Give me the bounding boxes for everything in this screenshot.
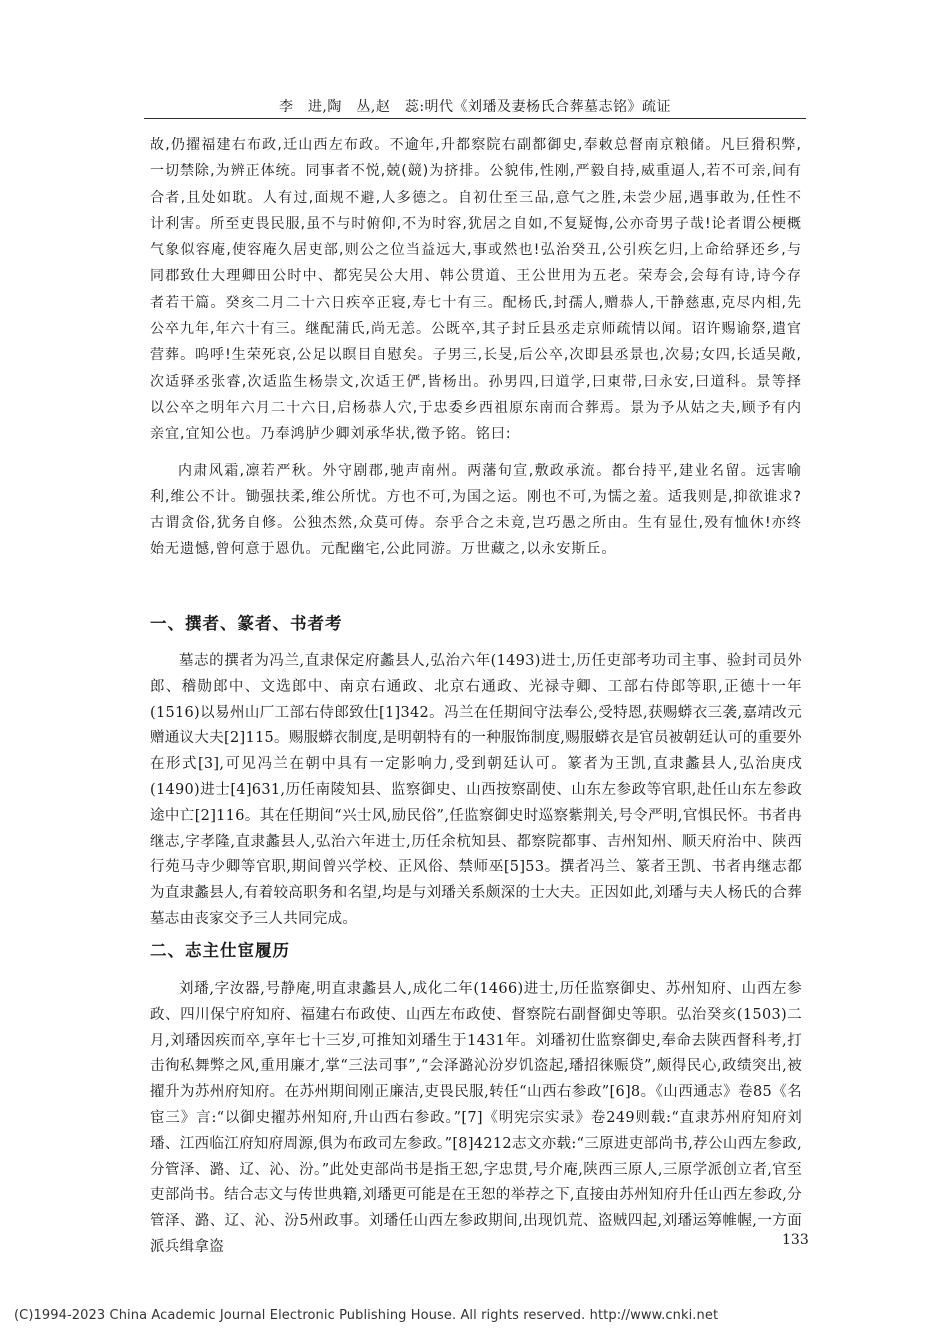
section-heading-authors: 一、撰者、篆者、书者考 [150,614,343,633]
epitaph-quote-block [150,132,802,563]
page-number: 133 [782,1232,809,1248]
header-divider [144,118,806,119]
inscription-verse: 内肃风霜,凛若严秋。外守剧郡,驰声南州。两藩旬宣,敷政承流。都台持平,建业名留。远害喻利,维公不计。锄强扶柔,维公所忧。方也不可,为国之运。刚也不可,为懦之羞。适我则是,抑欲谁求?古谓贪俗,犹务自修。公独杰然,众莫可俦。奈乎合之未竟,岂巧愚之所由。生有显仕,殁有恤休!亦终始无遗憾,曾何意于恩仇。元配幽宅,公此同游。万世藏之,以永安斯丘。 [150,462,802,558]
copyright-footer: (C)1994-2023 China Academic Journal Electronic Publishing House. All rights reserved. http://www.cnki.net [14,1308,719,1323]
running-header: 李 进,陶 丛,赵 蕊:明代《刘璠及妻杨氏合葬墓志铭》疏证 [278,99,672,115]
section-body-authors: 墓志的撰者为冯兰,直隶保定府蠡县人,弘治六年(1493)进士,历任吏部考功司主事、验封司员外郎、稽勋郎中、文选郎中、南京右通政、北京右通政、光禄寺卿、工部右侍郎等职,正德十一年(1516)以易州山厂工部右侍郎致仕[1]342。冯兰在任期间守法奉公,受特恩,获赐蟒衣三袭,嘉靖改元赠通议大夫[2]115。赐服蟒衣制度,是明朝特有的一种服饰制度,赐服蟒衣是官员被朝廷认可的重要外在形式[3],可见冯兰在朝中具有一定影响力,受到朝廷认可。篆者为王凯,直隶蠡县人,弘治庚戌(1490)进士[4]631,历任南陵知县、监察御史、山西按察副使、山东左参政等官职,赴任山东左参政途中亡[2]116。其在任期间“兴士风,励民俗”,任监察御史时巡察紫荆关,号令严明,官惧民怀。书者冉继志,字孝隆,直隶蠡县人,弘治六年进士,历任余杭知县、都察院都事、吉州知州、顺天府治中、陕西行苑马寺少卿等官职,期间曾兴学校、正风俗、禁师巫[5]53。撰者冯兰、篆者王凯、书者冉继志都为直隶蠡县人,有着较高职务和名望,均是与刘璠关系颇深的士大夫。正因如此,刘璠与夫人杨氏的合葬墓志由丧家交予三人共同完成。 [150,653,802,927]
section-body-career: 刘璠,字汝器,号静庵,明直隶蠡县人,成化二年(1466)进士,历任监察御史、苏州知府、山西左参政、四川保宁府知府、福建右布政使、山西左布政使、督察院右副督御史等职。弘治癸亥(1503)二月,刘璠因疾而卒,享年七十三岁,可推知刘璠生于1431年。刘璠初仕监察御史,奉命去陕西督科考,打击徇私舞弊之风,重用廉才,掌“三法司事”,“会泽潞沁汾岁饥盗起,璠招徕赈贷”,颇得民心,政绩突出,被擢升为苏州府知府。在苏州期间刚正廉洁,吏畏民服,转任“山西右参政”[6]8。《山西通志》卷85《名宦三》言:“以御史擢苏州知府,升山西右参政。”[7]《明宪宗实录》卷249则载:“直隶苏州府知府刘璠、江西临江府知府周源,俱为布政司左参政。”[8]4212志文亦载:“三原进吏部尚书,荐公山西左参政,分管泽、潞、辽、沁、汾。”此处吏部尚书是指王恕,字忠贯,号介庵,陕西三原人,三原学派创立者,官至吏部尚书。结合志文与传世典籍,刘璠更可能是在王恕的举荐之下,直接由苏州知府升任山西左参政,分管泽、潞、辽、沁、汾5州政事。刘璠任山西左参政期间,出现饥荒、盗贼四起,刘璠运筹帷幄,一方面派兵缉拿盗 [150,981,802,1255]
section-heading-career: 二、志主仕宦履历 [150,941,290,960]
epitaph-text: 故,仍擢福建右布政,迁山西左布政。不逾年,升都察院右副都御史,奉敕总督南京粮储。凡巨猾积弊,一切禁除,为辨正体统。同事者不悦,兢(競)为挤排。公貌伟,性刚,严毅自持,威重逼人,若不可亲,间有合者,且处如耽。人有过,面规不避,人多德之。自初仕至三品,意气之胜,未尝少屈,遇事敢为,任性不计利害。所至吏畏民服,虽不与时俯仰,不为时容,犹居之自如,不复疑悔,公亦奇男子哉!论者谓公梗概气象似容庵,使容庵久居吏部,则公之位当益远大,事或然也!弘治癸丑,公引疾乞归,上命给驿还乡,与同郡致仕大理卿田公时中、都宪吴公大用、韩公贯道、王公世用为五老。荣寿会,会每有诗,诗今存者若干篇。癸亥二月二十六日疾卒正寝,寿七十有三。配杨氏,封孺人,赠恭人,干静慈惠,克尽内相,先公卒九年,年六十有三。继配蒲氏,尚无恙。公既卒,其子封丘县丞走京师疏情以闻。诏许赐谕祭,遣官营葬。呜呼!生荣死哀,公足以瞑目自慰矣。子男三,长旻,后公卒,次即县丞景也,次昜;女四,长适吴敞,次适驿丞张睿,次适监生杨崇文,次适王俨,皆杨出。孙男四,曰道学,曰東带,曰永安,曰道科。景等择以公卒之明年六月二十六日,启杨恭人穴,于忠委乡西祖原东南而合葬焉。景为予从姑之夫,顾予有内亲宜,宜知公也。乃奉鸿胪少卿刘承华状,徵予铭。铭曰: [150,137,802,443]
